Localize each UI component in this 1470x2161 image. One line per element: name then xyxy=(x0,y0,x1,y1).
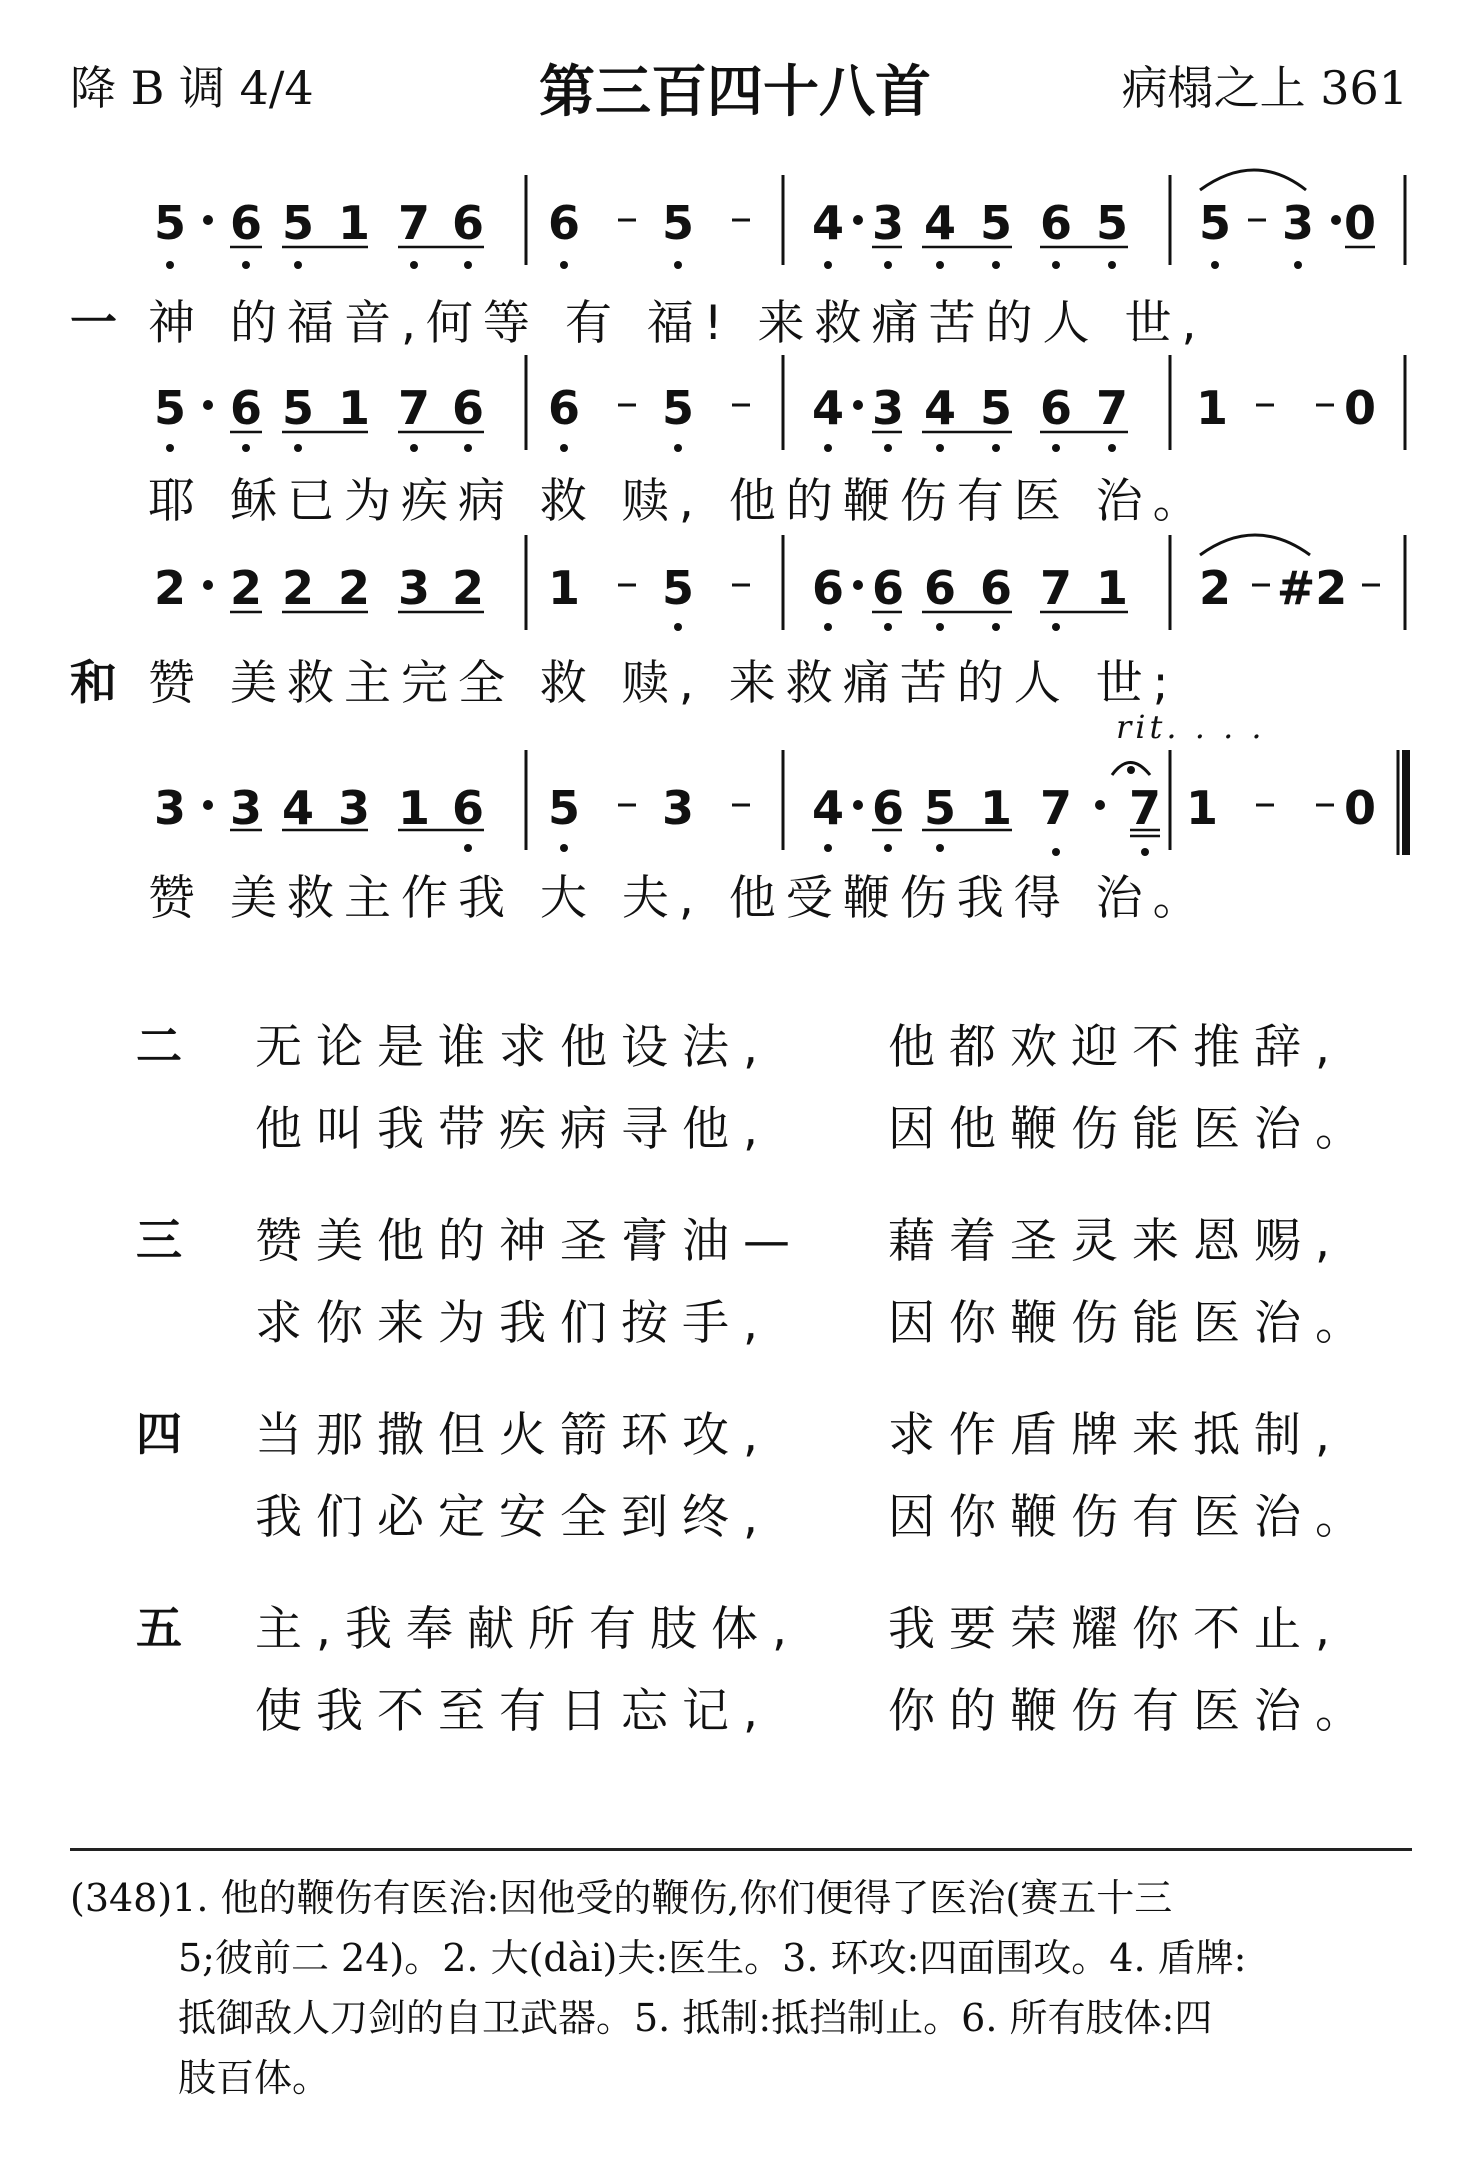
verse-number: 五 xyxy=(136,1601,182,1655)
verse-number-1: 一 xyxy=(70,296,117,351)
note: 6 xyxy=(451,196,485,250)
note: 2 xyxy=(337,561,371,615)
note: 0 xyxy=(1343,381,1377,435)
verse-line: 他叫我带疾病寻他, xyxy=(255,1102,772,1157)
footnote xyxy=(70,1868,1415,2108)
note: 6 xyxy=(547,196,581,250)
note: 0 xyxy=(1343,781,1377,835)
note: 1 xyxy=(1195,381,1229,435)
note: 5 xyxy=(153,196,187,250)
note: 6 xyxy=(451,381,485,435)
note: 5 xyxy=(1095,196,1129,250)
note: 1 xyxy=(1185,781,1219,835)
hymn-title: 第三百四十八首 xyxy=(539,60,931,125)
note: 6 xyxy=(871,781,905,835)
footnote-line: 5;彼前二 24)。2. 大(dài)夫:医生。3. 环攻:四面围攻。4. 盾牌: xyxy=(178,1936,1247,1980)
verse-line: 我要荣耀你不止, xyxy=(888,1602,1344,1657)
verse-line: 他都欢迎不推辞, xyxy=(888,1020,1344,1075)
note: 4 xyxy=(923,196,957,250)
lyric-line-2: 耶 稣已为疾病 救 赎, 他的鞭伤有医 治。 xyxy=(148,474,1210,529)
lyric-line-3: 赞 美救主完全 救 赎, 来救痛苦的人 世; xyxy=(148,656,1179,711)
note: 5 xyxy=(661,381,695,435)
verse-line: 我们必定安全到终, xyxy=(255,1490,772,1545)
music-score xyxy=(0,0,1470,960)
note: 3 xyxy=(661,781,695,835)
note: 7 xyxy=(1039,561,1073,615)
note: 5 xyxy=(979,381,1013,435)
note: 3 xyxy=(871,381,905,435)
note: 2 xyxy=(229,561,263,615)
note: 7 xyxy=(1128,781,1162,835)
verse-line: 因你鞭伤能医治。 xyxy=(888,1296,1376,1351)
note: 5 xyxy=(153,381,187,435)
verse-number: 二 xyxy=(136,1019,182,1073)
note: 6 xyxy=(451,781,485,835)
note: 2 xyxy=(281,561,315,615)
verse-2 xyxy=(0,1010,1470,1157)
note: 5 xyxy=(979,196,1013,250)
note: 6 xyxy=(923,561,957,615)
note: 6 xyxy=(547,381,581,435)
note: 7 xyxy=(397,196,431,250)
note: 6 xyxy=(979,561,1013,615)
note: 6 xyxy=(811,561,845,615)
verse-line: 无论是谁求他设法, xyxy=(255,1020,772,1075)
note: 7 xyxy=(1039,781,1073,835)
note: 1 xyxy=(1095,561,1129,615)
key-signature: 降 B 调 4/4 xyxy=(70,61,314,115)
verse-number: 四 xyxy=(136,1407,182,1461)
note: 5 xyxy=(661,561,695,615)
verse-5 xyxy=(0,1592,1470,1739)
note: 5 xyxy=(281,381,315,435)
note: 1 xyxy=(979,781,1013,835)
note: 5 xyxy=(1198,196,1232,250)
footnote-line: (348)1. 他的鞭伤有医治:因他受的鞭伤,你们便得了医治(赛五十三 xyxy=(70,1876,1173,1920)
note: 4 xyxy=(811,381,845,435)
note: 4 xyxy=(811,781,845,835)
note: 5 xyxy=(923,781,957,835)
note: 2 xyxy=(451,561,485,615)
verse-line: 赞美他的神圣膏油— xyxy=(255,1214,804,1269)
note: 7 xyxy=(397,381,431,435)
note: 1 xyxy=(337,196,371,250)
note: 3 xyxy=(153,781,187,835)
note: 3 xyxy=(1281,196,1315,250)
verse-4 xyxy=(0,1398,1470,1545)
verse-line: 藉着圣灵来恩赐, xyxy=(888,1214,1344,1269)
verse-line: 主,我奉献所有肢体, xyxy=(255,1602,801,1657)
ritardando-mark: rit. . . . xyxy=(1116,708,1266,746)
note: 3 xyxy=(397,561,431,615)
lyric-line-4: 赞 美救主作我 大 夫, 他受鞭伤我得 治。 xyxy=(148,871,1210,926)
verse-number: 三 xyxy=(136,1213,182,1267)
note: 3 xyxy=(871,196,905,250)
hymn-category: 病榻之上 361 xyxy=(1121,61,1408,115)
note: 1 xyxy=(547,561,581,615)
note: 6 xyxy=(229,381,263,435)
note: 1 xyxy=(397,781,431,835)
footnote-line: 肢百体。 xyxy=(178,2056,331,2100)
chorus-label: 和 xyxy=(70,656,117,711)
footnote-divider xyxy=(70,1848,1412,1851)
note: 6 xyxy=(1039,196,1073,250)
footnote-line: 抵御敌人刀剑的自卫武器。5. 抵制:抵挡制止。6. 所有肢体:四 xyxy=(178,1996,1213,2040)
note: 3 xyxy=(229,781,263,835)
note: 2 xyxy=(153,561,187,615)
note: 4 xyxy=(281,781,315,835)
lyric-line-1: 神 的福音,何等 有 福! 来救痛苦的人 世, xyxy=(148,296,1207,351)
note: 3 xyxy=(337,781,371,835)
verse-line: 你的鞭伤有医治。 xyxy=(888,1684,1376,1739)
note: 6 xyxy=(1039,381,1073,435)
note: 6 xyxy=(229,196,263,250)
note: 5 xyxy=(281,196,315,250)
note: 6 xyxy=(871,561,905,615)
note: #2 xyxy=(1276,561,1348,615)
verse-line: 求作盾牌来抵制, xyxy=(888,1408,1344,1463)
verse-line: 使我不至有日忘记, xyxy=(255,1684,772,1739)
note: 1 xyxy=(337,381,371,435)
note: 7 xyxy=(1095,381,1129,435)
note: 5 xyxy=(661,196,695,250)
verse-line: 求你来为我们按手, xyxy=(255,1296,772,1351)
note: 2 xyxy=(1198,561,1232,615)
note: 5 xyxy=(547,781,581,835)
note: 4 xyxy=(923,381,957,435)
note: 0 xyxy=(1343,196,1377,250)
verse-line: 当那撒但火箭环攻, xyxy=(255,1408,772,1463)
verse-line: 因他鞭伤能医治。 xyxy=(888,1102,1376,1157)
verse-3 xyxy=(0,1204,1470,1351)
note: 4 xyxy=(811,196,845,250)
verse-line: 因你鞭伤有医治。 xyxy=(888,1490,1376,1545)
